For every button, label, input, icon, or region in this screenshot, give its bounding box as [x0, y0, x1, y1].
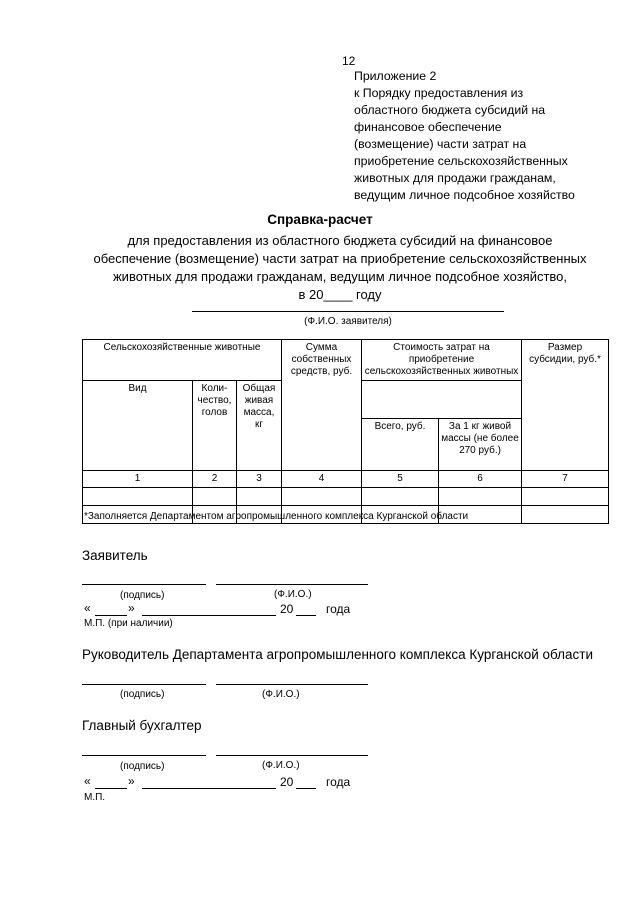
applicant-day-line[interactable]	[95, 615, 127, 616]
subtitle-line: в 20____ году	[298, 287, 382, 302]
column-number: 7	[522, 471, 609, 488]
accountant-year-line[interactable]	[296, 788, 316, 789]
appendix-line: областного бюджета субсидий на	[354, 103, 546, 117]
page-number: 12	[342, 54, 356, 68]
accountant-fio-line[interactable]	[216, 755, 368, 756]
header-cost-spacer	[362, 381, 522, 419]
applicant-name-line	[192, 311, 504, 312]
subtitle-line: животных для продажи гражданам, ведущим личное подсобное хозяйство,	[112, 269, 568, 284]
document-subtitle	[80, 232, 600, 304]
column-number: 6	[439, 471, 522, 488]
table-cell[interactable]	[522, 488, 609, 506]
head-signature-caption: (подпись)	[120, 689, 165, 700]
applicant-year-line[interactable]	[296, 615, 316, 616]
department-head-heading: Руководитель Департамента агропромышленного комплекса Курганской области	[82, 647, 594, 662]
accountant-signature-line[interactable]	[82, 755, 206, 756]
applicant-fio-caption: (Ф.И.О.)	[274, 589, 312, 600]
table-cell[interactable]	[237, 488, 282, 506]
head-fio-line[interactable]	[216, 684, 368, 685]
header-kind: Вид	[83, 381, 193, 471]
appendix-line: приобретение сельскохозяйственных	[354, 154, 568, 168]
head-fio-caption: (Ф.И.О.)	[262, 689, 300, 700]
header-per-kg: За 1 кг живой массы (не более 270 руб.)	[439, 419, 522, 471]
applicant-year-prefix: 20	[280, 602, 294, 616]
header-animals-group: Сельскохозяйственные животные	[83, 340, 282, 381]
applicant-signature-caption: (подпись)	[120, 590, 165, 601]
header-count: Коли-чество, голов	[193, 381, 237, 471]
header-subsidy: Размер субсидии, руб.*	[522, 340, 609, 471]
accountant-fio-caption: (Ф.И.О.)	[262, 760, 300, 771]
appendix-header	[354, 68, 624, 204]
header-weight: Общая живая масса, кг	[237, 381, 282, 471]
accountant-year-word: года	[326, 775, 351, 789]
column-number: 2	[193, 471, 237, 488]
column-number: 1	[83, 471, 193, 488]
header-cost-group: Стоимость затрат на приобретение сельскохозяйственных животных	[362, 340, 522, 381]
table-cell[interactable]	[282, 488, 362, 506]
accountant-stamp: М.П.	[84, 792, 106, 803]
column-number: 3	[237, 471, 282, 488]
head-signature-line[interactable]	[82, 684, 206, 685]
applicant-heading: Заявитель	[82, 548, 148, 563]
accountant-month-line[interactable]	[142, 788, 276, 789]
appendix-line: Приложение 2	[354, 69, 437, 83]
applicant-date-close-quote: »	[128, 601, 135, 615]
accountant-year-prefix: 20	[280, 775, 294, 789]
accountant-heading: Главный бухгалтер	[82, 718, 202, 733]
accountant-day-line[interactable]	[95, 788, 127, 789]
applicant-year-word: года	[326, 602, 351, 616]
appendix-line: (возмещение) части затрат на	[354, 137, 527, 151]
accountant-date-close-quote: »	[128, 774, 135, 788]
applicant-date-open-quote: «	[84, 601, 91, 615]
applicant-name-caption: (Ф.И.О. заявителя)	[304, 316, 392, 327]
subtitle-line: для предоставления из областного бюджета субсидий на финансовое	[127, 233, 553, 248]
accountant-date-open-quote: «	[84, 774, 91, 788]
table-cell[interactable]	[439, 488, 522, 506]
calculation-table	[82, 339, 609, 524]
applicant-stamp: М.П. (при наличии)	[84, 618, 173, 629]
subtitle-line: обеспечение (возмещение) части затрат на приобретение сельскохозяйственных	[93, 251, 587, 266]
applicant-fio-line[interactable]	[216, 584, 368, 585]
accountant-signature-caption: (подпись)	[120, 761, 165, 772]
appendix-line: к Порядку предоставления из	[354, 86, 524, 100]
column-number: 4	[282, 471, 362, 488]
document-title: Справка-расчет	[267, 212, 373, 227]
appendix-line: ведущим личное подсобное хозяйство	[354, 188, 575, 202]
applicant-signature-line[interactable]	[82, 584, 206, 585]
table-row	[83, 488, 609, 506]
table-cell[interactable]	[193, 488, 237, 506]
table-cell[interactable]	[522, 506, 609, 524]
appendix-line: животных для продажи гражданам,	[354, 171, 556, 185]
appendix-line: финансовое обеспечение	[354, 120, 502, 134]
table-cell[interactable]	[83, 488, 193, 506]
applicant-month-line[interactable]	[142, 615, 276, 616]
table-cell[interactable]	[362, 488, 439, 506]
footnote: *Заполняется Департаментом агропромышленного комплекса Курганской области	[84, 511, 469, 522]
header-total: Всего, руб.	[362, 419, 439, 471]
header-own-funds: Сумма собственных средств, руб.	[282, 340, 362, 471]
column-number: 5	[362, 471, 439, 488]
